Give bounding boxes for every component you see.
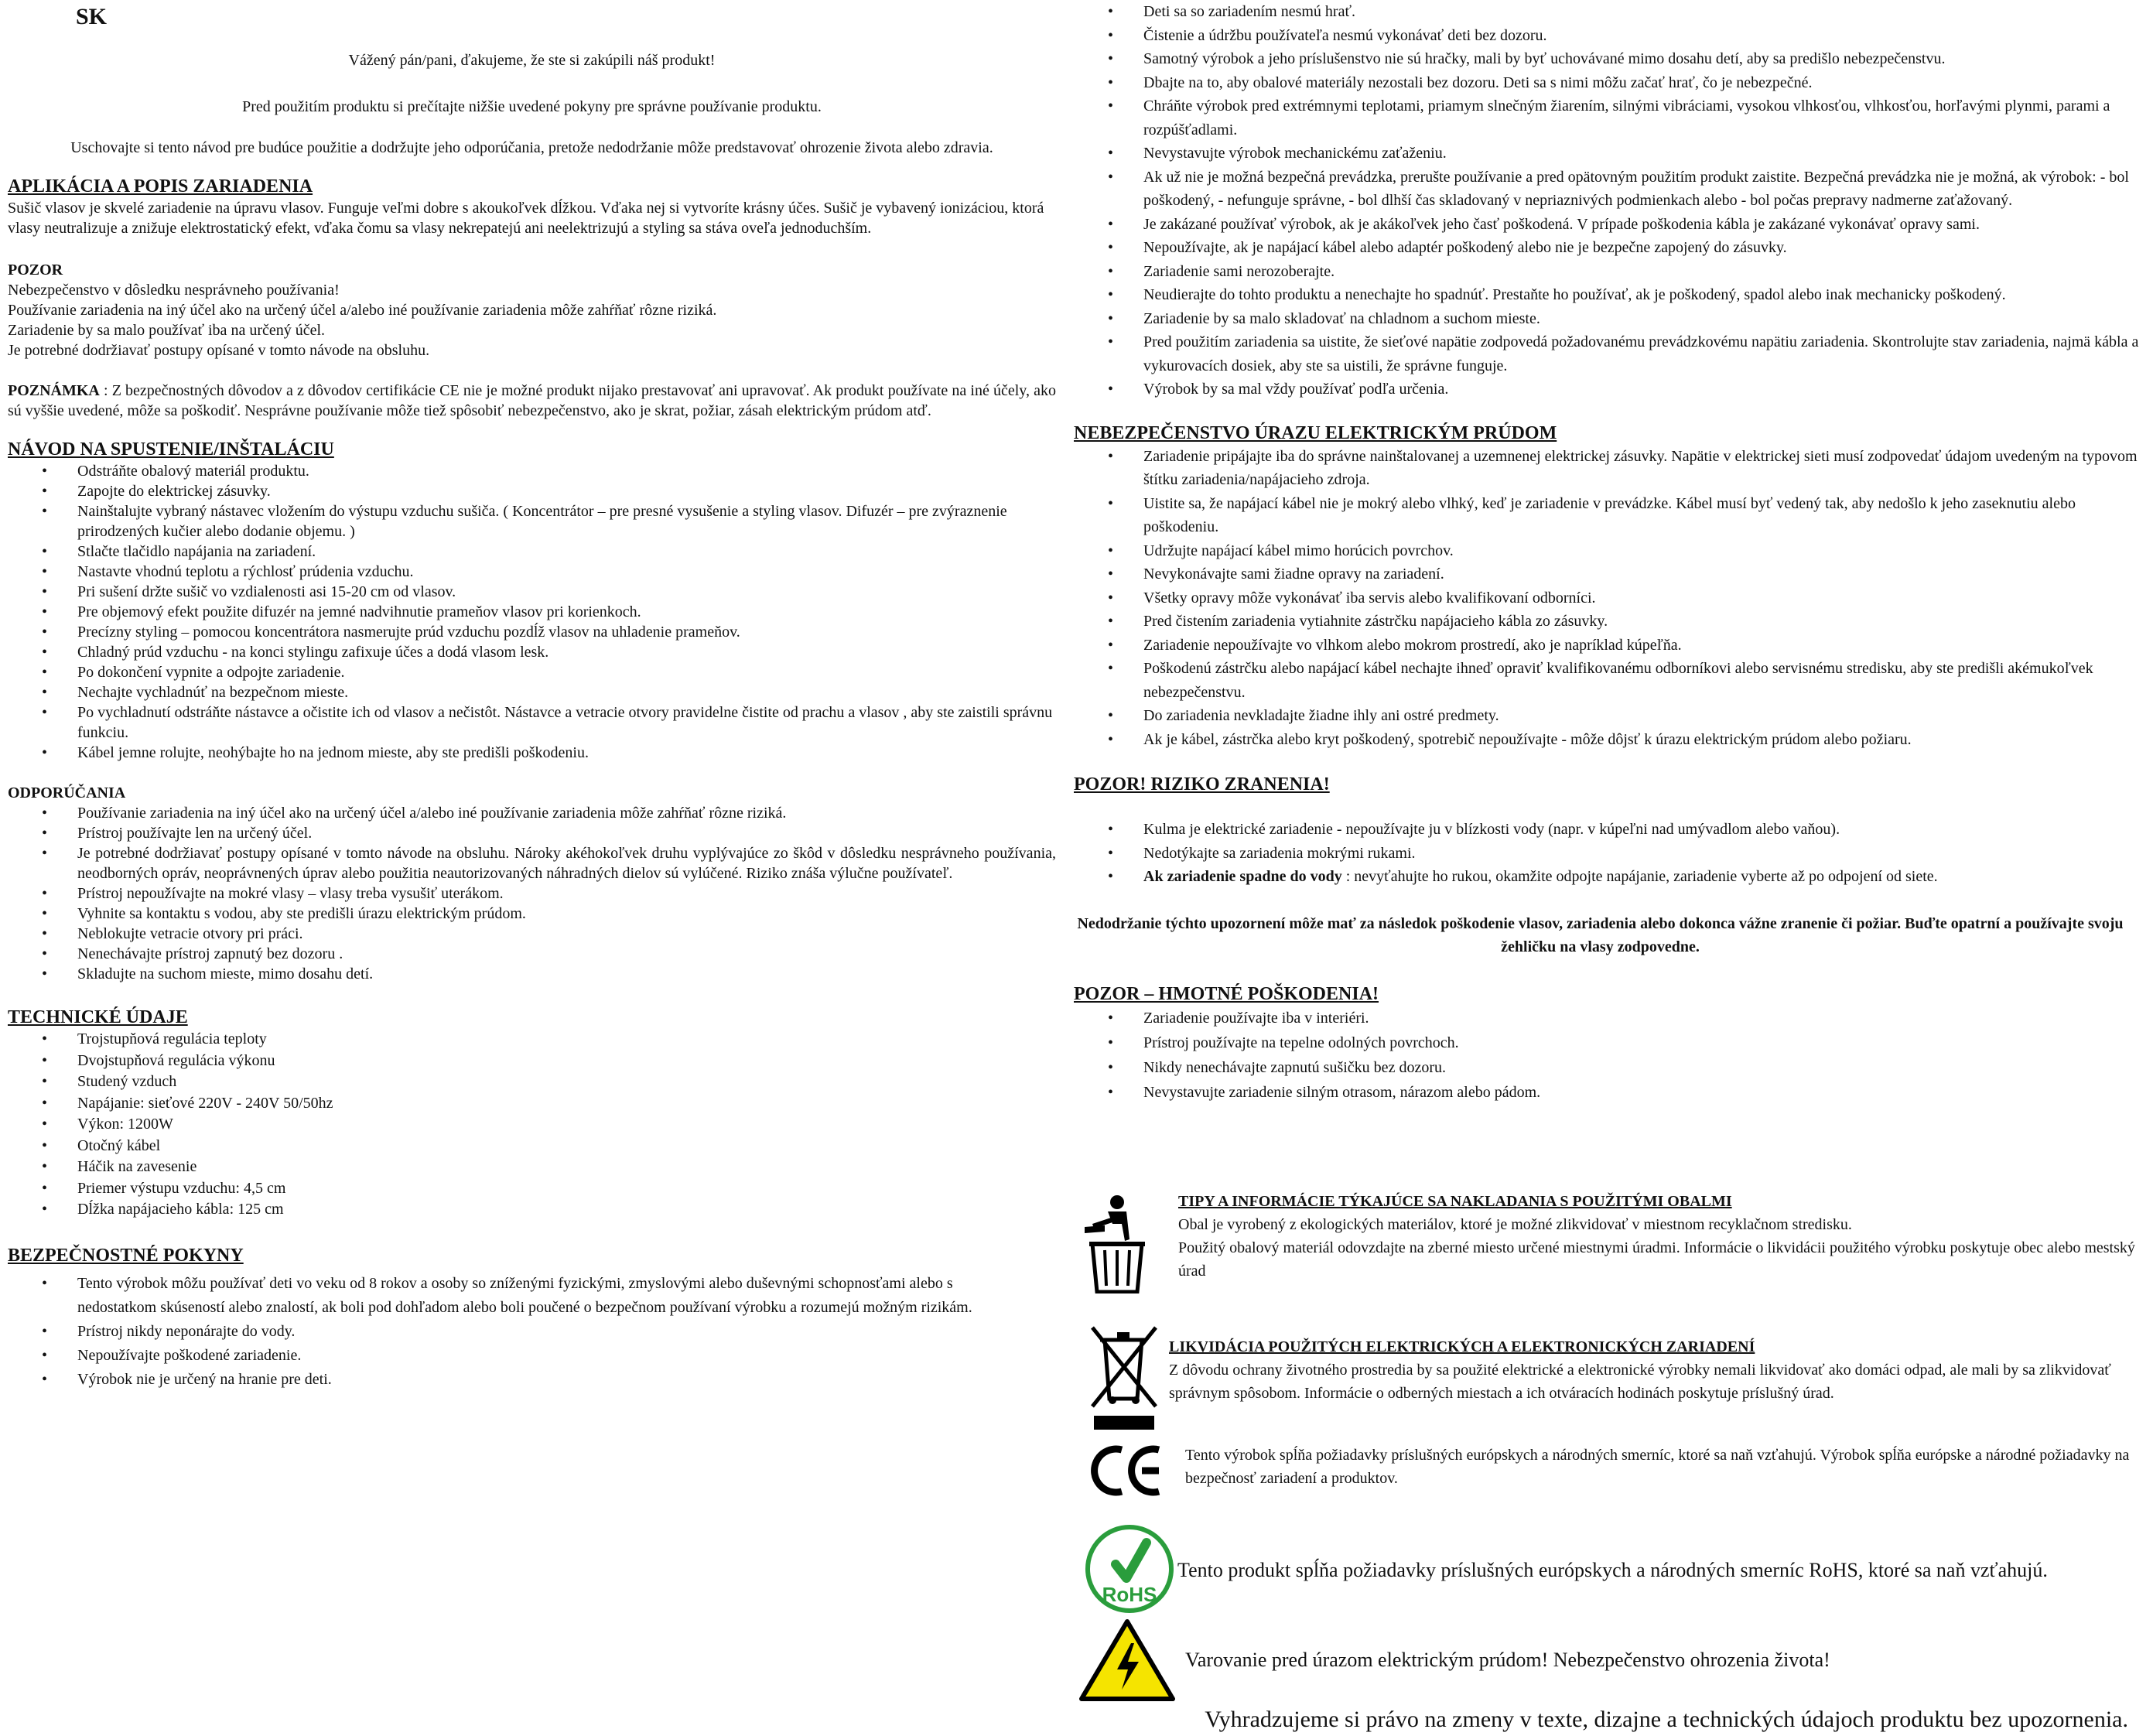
list-item: • Trojstupňová regulácia teploty [8, 1029, 1056, 1051]
list-item: • Zapojte do elektrickej zásuvky. [8, 481, 1056, 501]
list-item: • Tento výrobok môžu používať deti vo veku od 8 rokov a osoby so zníženými fyzickými, zmyslovými alebo duševnými schopnosťami alebo s nedostatkom skúseností alebo znalostí, ak boli pod dohľadom alebo boli poučené o bezpečnom používaní výrobku a rozumejú možným rizikám. [8, 1272, 1017, 1320]
list-item: • Odstráňte obalový materiál produktu. [8, 461, 1056, 481]
electric-heading: NEBEZPEČENSTVO ÚRAZU ELEKTRICKÝM PRÚDOM [1074, 422, 1557, 443]
list-item: • Neblokujte vetracie otvory pri práci. [8, 924, 1056, 944]
crossed-bin-icon [1088, 1323, 1161, 1439]
list-item: • Neudierajte do tohto produktu a nenechajte ho spadnúť. Prestaňte ho používať, ak je poškodený, spadol alebo inak mechanicky poškodený. [1074, 283, 2145, 307]
list-item: • Nastavte vhodnú teplotu a rýchlosť prúdenia vzduchu. [8, 562, 1056, 582]
list-item: • Ak už nie je možná bezpečná prevádzka, prerušte používanie a pred opätovným použitím produkt zaistite. Bezpečná prevádzka nie je možná, ak výrobok: - bol poškodený, - nefunguje správne, - bol dlhší čas skladovaný v nepriaznivých podmienkach alebo - bol počas prepravy nadmerne zaťažovaný. [1074, 166, 2145, 213]
list-item: • Uistite sa, že napájací kábel nie je mokrý alebo vlhký, keď je zariadenie v prevádzke. Kábel musí byť vedený tak, aby nedošlo k jeho zaseknutiu alebo poškodeniu. [1074, 492, 2145, 539]
tech-heading: TECHNICKÉ ÚDAJE [8, 1007, 188, 1027]
list-item: • Pre objemový efekt použite difuzér na jemné nadvihnutie prameňov vlasov pri korienkoch. [8, 602, 1056, 622]
list-item: • Nevystavujte zariadenie silným otrasom, nárazom alebo pádom. [1074, 1080, 2145, 1105]
intro-keep: Uschovajte si tento návod pre budúce použitie a dodržujte jeho odporúčania, pretože nedodržanie môže predstavovať ohrozenie života alebo zdravia. [70, 139, 993, 156]
list-item: • Prístroj používajte na tepelne odolných povrchoch. [1074, 1030, 2145, 1055]
list-item: • Prístroj nepoužívajte na mokré vlasy – vlasy treba vysušiť uterákom. [8, 883, 1056, 904]
pozor-line: Používanie zariadenia na iný účel ako na určený účel a/alebo iné používanie zariadenia môže zahŕňať rôzne riziká. [8, 302, 717, 319]
safety-heading: BEZPEČNOSTNÉ POKYNY [8, 1245, 244, 1266]
list-item: • Dĺžka napájacieho kábla: 125 cm [8, 1199, 1056, 1221]
list-item: • Háčik na zavesenie [8, 1157, 1056, 1178]
left-column [8, 0, 1056, 1392]
pozor-line: Je potrebné dodržiavať postupy opísané v tomto návode na obsluhu. [8, 342, 430, 359]
list-item: • Dvojstupňová regulácia výkonu [8, 1051, 1056, 1072]
list-item: • Všetky opravy môže vykonávať iba servis alebo kvalifikovaní odborníci. [1074, 586, 2145, 610]
list-item: • Pred použitím zariadenia sa uistite, že sieťové napätie zodpovedá požadovanému prevádzkovému napätiu zariadenia. Skontrolujte stav zariadenia, najmä kábla a vykurovacích dosiek, aby ste sa uistili, že správne funguje. [1074, 330, 2145, 378]
greeting: Vážený pán/pani, ďakujeme, že ste si zakúpili náš produkt! [348, 52, 716, 69]
svg-text:RoHS: RoHS [1102, 1583, 1157, 1606]
list-item: • Výrobok by sa mal vždy používať podľa určenia. [1074, 378, 2145, 402]
injury-last-bold: Ak zariadenie spadne do vody [1143, 868, 1342, 885]
list-item: • Používanie zariadenia na iný účel ako na určený účel a/alebo iné používanie zariadenia môže zahŕňať rôzne riziká. [8, 803, 1056, 823]
list-item: • Zariadenie pripájajte iba do správne nainštalovanej a uzemnenej elektrickej zásuvky. Napätie v elektrickej sieti musí zodpovedať údajom uvedeným na typovom štítku zariadenia/napájacieho zdroja. [1074, 445, 2145, 492]
intro-read: Pred použitím produktu si prečítajte nižšie uvedené pokyny pre správne používanie produktu. [242, 98, 822, 115]
injury-list [1074, 818, 2145, 889]
list-item: • Nevykonávajte sami žiadne opravy na zariadení. [1074, 562, 2145, 586]
install-heading: NÁVOD NA SPUSTENIE/INŠTALÁCIU [8, 439, 334, 460]
list-item: • Po vychladnutí odstráňte nástavce a očistite ich od vlasov a nečistôt. Nástavce a vetracie otvory pravidelne čistite od prachu a vlasov , aby ste zaistili správnu funkciu. [8, 702, 1056, 743]
list-item: • Nepoužívajte poškodené zariadenie. [8, 1344, 1017, 1368]
list-item: • Deti sa so zariadením nesmú hrať. [1074, 0, 2145, 24]
weee-heading: LIKVIDÁCIA POUŽITÝCH ELEKTRICKÝCH A ELEKTRONICKÝCH ZARIADENÍ [1169, 1338, 1755, 1355]
list-item: • Nepoužívajte, ak je napájací kábel alebo adaptér poškodený alebo nie je bezpečne zapojený do zásuvky. [1074, 236, 2145, 260]
list-item: • Napájanie: sieťové 220V - 240V 50/50hz [8, 1093, 1056, 1115]
language-code: SK [76, 4, 108, 29]
list-item: • Otočný kábel [8, 1136, 1056, 1157]
list-item: • Do zariadenia nevkladajte žiadne ihly ani ostré predmety. [1074, 704, 2145, 728]
poznamka-label: POZNÁMKA [8, 382, 100, 399]
list-item: • Nikdy nenechávajte zapnutú sušičku bez dozoru. [1074, 1055, 2145, 1080]
list-item: • Kulma je elektrické zariadenie - nepoužívajte ju v blízkosti vody (napr. v kúpeľni nad umývadlom alebo vaňou). [1074, 818, 2145, 842]
safety-list [8, 1272, 1056, 1392]
pozor-line: Zariadenie by sa malo používať iba na určený účel. [8, 322, 326, 339]
weee-block [1074, 1323, 2145, 1405]
install-list [8, 461, 1056, 763]
list-item: • Dbajte na to, aby obalové materiály nezostali bez dozoru. Deti sa s nimi môžu začať hrať, čo je nebezpečné. [1074, 71, 2145, 95]
list-item: • Nedotýkajte sa zariadenia mokrými rukami. [1074, 842, 2145, 866]
list-item: • Zariadenie by sa malo skladovať na chladnom a suchom mieste. [1074, 307, 2145, 331]
rohs-icon [1085, 1524, 1174, 1614]
weee-body: Z dôvodu ochrany životného prostredia by sa použité elektrické a elektronické výrobky nemali likvidovať ako domáci odpad, ale mali by sa zlikvidovať správnym spôsobom. Informácie o odberných miestach a ich otváracích hodinách poskytuje príslušný úrad. [1169, 1362, 2111, 1402]
list-item: • Chráňte výrobok pred extrémnymi teplotami, priamym slnečným žiarením, silnými vibráciami, vysokou vlhkosťou, vlhkosťou, horľavými plynmi, parami a rozpúšťadlami. [1074, 94, 2145, 142]
list-item: • Výrobok nie je určený na hranie pre deti. [8, 1368, 1017, 1392]
poznamka [8, 381, 1056, 421]
list-item: • Nenechávajte prístroj zapnutý bez dozoru . [8, 944, 1056, 964]
list-item: • Nechajte vychladnúť na bezpečnom mieste. [8, 682, 1056, 702]
ce-block [1074, 1444, 2145, 1490]
material-heading: POZOR – HMOTNÉ POŠKODENIA! [1074, 983, 1379, 1004]
list-item: • Poškodenú zástrčku alebo napájací kábel nechajte ihneď opraviť kvalifikovanému odborníkovi alebo servisnému stredisku, aby ste predišli akémukoľvek nebezpečenstvu. [1074, 657, 2145, 704]
list-item: • Pri sušení držte sušič vo vzdialenosti asi 15-20 cm od vlasov. [8, 582, 1056, 602]
electric-list [1074, 445, 2145, 752]
list-item: • Nainštalujte vybraný nástavec vložením do výstupu vzduchu sušiča. ( Koncentrátor – pre presné vysušenie a styling vlasov. Difuzér – pre zvýraznenie prirodzených kučier alebo dodanie objemu. ) [8, 501, 1056, 542]
rohs-text: Tento produkt spĺňa požiadavky príslušných európskych a národných smerníc RoHS, ktoré sa naň vzťahujú. [1177, 1559, 2048, 1581]
ce-text: Tento výrobok spĺňa požiadavky príslušných európskych a národných smerníc, ktoré sa naň vzťahujú. Výrobok spĺňa európske a národné požiadavky na bezpečnosť zariadení a produktov. [1185, 1447, 2130, 1487]
list-item: • Chladný prúd vzduchu - na konci stylingu zafixuje účes a dodá vlasom lesk. [8, 642, 1056, 662]
list-item: • Skladujte na suchom mieste, mimo dosahu detí. [8, 964, 1056, 984]
packaging-line1: Obal je vyrobený z ekologických materiálov, ktoré je možné zlikvidovať v miestnom recyklačnom stredisku. [1178, 1216, 1852, 1233]
packaging-heading: TIPY A INFORMÁCIE TÝKAJÚCE SA NAKLADANIA S POUŽITÝMI OBALMI [1178, 1193, 1732, 1210]
packaging-text [1178, 1185, 2145, 1283]
list-item: • Zariadenie používajte iba v interiéri. [1074, 1006, 2145, 1030]
list-item: • Po dokončení vypnite a odpojte zariadenie. [8, 662, 1056, 682]
tech-list [8, 1029, 1056, 1221]
list-item: • Zariadenie nepoužívajte vo vlhkom alebo mokrom prostredí, ako je napríklad kúpeľňa. [1074, 634, 2145, 658]
warning-summary: Nedodržanie týchto upozornení môže mať za následok poškodenie vlasov, zariadenia alebo dokonca vážne zranenie či požiar. Buďte opatrní a používajte svoju žehličku na vlasy zodpovedne. [1077, 914, 2124, 955]
recommend-heading: ODPORÚČANIA [8, 784, 126, 801]
list-item: • Vyhnite sa kontaktu s vodou, aby ste predišli úrazu elektrickým prúdom. [8, 904, 1056, 924]
pozor-line: Nebezpečenstvo v dôsledku nesprávneho používania! [8, 282, 340, 299]
list-item: • Zariadenie sami nerozoberajte. [1074, 260, 2145, 284]
list-item: • Nevystavujte výrobok mechanickému zaťaženiu. [1074, 142, 2145, 166]
list-item: • Udržujte napájací kábel mimo horúcich povrchov. [1074, 539, 2145, 563]
material-list [1074, 1006, 2145, 1105]
list-item: • Prístroj používajte len na určený účel. [8, 823, 1056, 843]
list-item: • Je zakázané používať výrobok, ak je akákoľvek jeho časť poškodená. V prípade poškodenia kábla je zakázané vykonávať opravy sami. [1074, 213, 2145, 237]
injury-heading: POZOR! RIZIKO ZRANENIA! [1074, 774, 1330, 795]
footer-disclaimer: Vyhradzujeme si právo na zmeny v texte, dizajne a technických údajoch produktu bez upozornenia. [1205, 1707, 2128, 1732]
recommend-list [8, 803, 1056, 984]
list-item: • Priemer výstupu vzduchu: 4,5 cm [8, 1178, 1056, 1200]
trash-bin-icon [1082, 1193, 1153, 1293]
electric-shock-icon [1077, 1617, 1177, 1704]
list-item: • Studený vzduch [8, 1071, 1056, 1093]
pozor-heading: POZOR [8, 261, 63, 279]
packaging-block [1074, 1185, 2145, 1283]
application-text: Sušič vlasov je skvelé zariadenie na úpravu vlasov. Funguje veľmi dobre s akoukoľvek dĺžkou. Vďaka nej si vytvoríte krásny účes. Sušič je vybavený ionizáciou, ktorá vlasy neutralizuje a znižuje elektrostatický efekt, vďaka čomu sa vlasy nekrepatejú ani neelektrizujú a styling sa stáva oveľa jednoduchším. [8, 200, 1044, 237]
list-item: • Je potrebné dodržiavať postupy opísané v tomto návode na obsluhu. Nároky akéhokoľvek druhu vyplývajúce zo škôd v dôsledku nesprávneho používania, neodborných opráv, neoprávnených úprav alebo použitia neautorizovaných náhradných dielov sú vylúčené. Riziko znáša výlučne používateľ. [8, 843, 1056, 883]
list-item: • Stlačte tlačidlo napájania na zariadení. [8, 542, 1056, 562]
shock-text: Varovanie pred úrazom elektrickým prúdom! Nebezpečenstvo ohrozenia života! [1185, 1649, 1830, 1671]
list-item: • Výkon: 1200W [8, 1114, 1056, 1136]
list-item: • Čistenie a údržbu používateľa nesmú vykonávať deti bez dozoru. [1074, 24, 2145, 48]
list-item: • Samotný výrobok a jeho príslušenstvo nie sú hračky, mali by byť uchovávané mimo dosahu detí, aby sa predišlo nebezpečenstvu. [1074, 47, 2145, 71]
list-item: • Kábel jemne rolujte, neohýbajte ho na jednom mieste, aby ste predišli poškodeniu. [8, 743, 1056, 763]
poznamka-text: : Z bezpečnostných dôvodov a z dôvodov certifikácie CE nie je možné produkt nijako prestavovať ani upravovať. Ak produkt používate na iné účely, ako sú vyššie uvedené, môže sa poškodiť. Nesprávne používanie môže tiež spôsobiť nebezpečenstvo, ako je skrat, požiar, zásah elektrickým prúdom atď. [8, 382, 1056, 419]
application-heading: APLIKÁCIA A POPIS ZARIADENIA [8, 176, 313, 196]
list-item: • Prístroj nikdy neponárajte do vody. [8, 1320, 1017, 1344]
right-column [1074, 0, 2145, 1105]
list-item: • Pred čistením zariadenia vytiahnite zástrčku napájacieho kábla zo zásuvky. [1074, 610, 2145, 634]
safety-continued-list [1074, 0, 2145, 402]
ce-mark-icon [1088, 1444, 1165, 1498]
list-item: • Ak je kábel, zástrčka alebo kryt poškodený, spotrebič nepoužívajte - môže dôjsť k úrazu elektrickým prúdom alebo požiaru. [1074, 728, 2145, 752]
packaging-line2: Použitý obalový materiál odovzdajte na zberné miesto určené miestnymi úradmi. Informácie o likvidácii použitého výrobku poskytuje obec alebo mestský úrad [1178, 1239, 2135, 1280]
list-item: • Precízny styling – pomocou koncentrátora nasmerujte prúd vzduchu pozdĺž vlasov na uhladenie prameňov. [8, 622, 1056, 642]
list-item [1074, 865, 2145, 889]
weee-text [1169, 1323, 2145, 1405]
injury-last-rest: : nevyťahujte ho rukou, okamžite odpojte napájanie, zariadenie vyberte až po odpojení od siete. [1341, 868, 1938, 885]
